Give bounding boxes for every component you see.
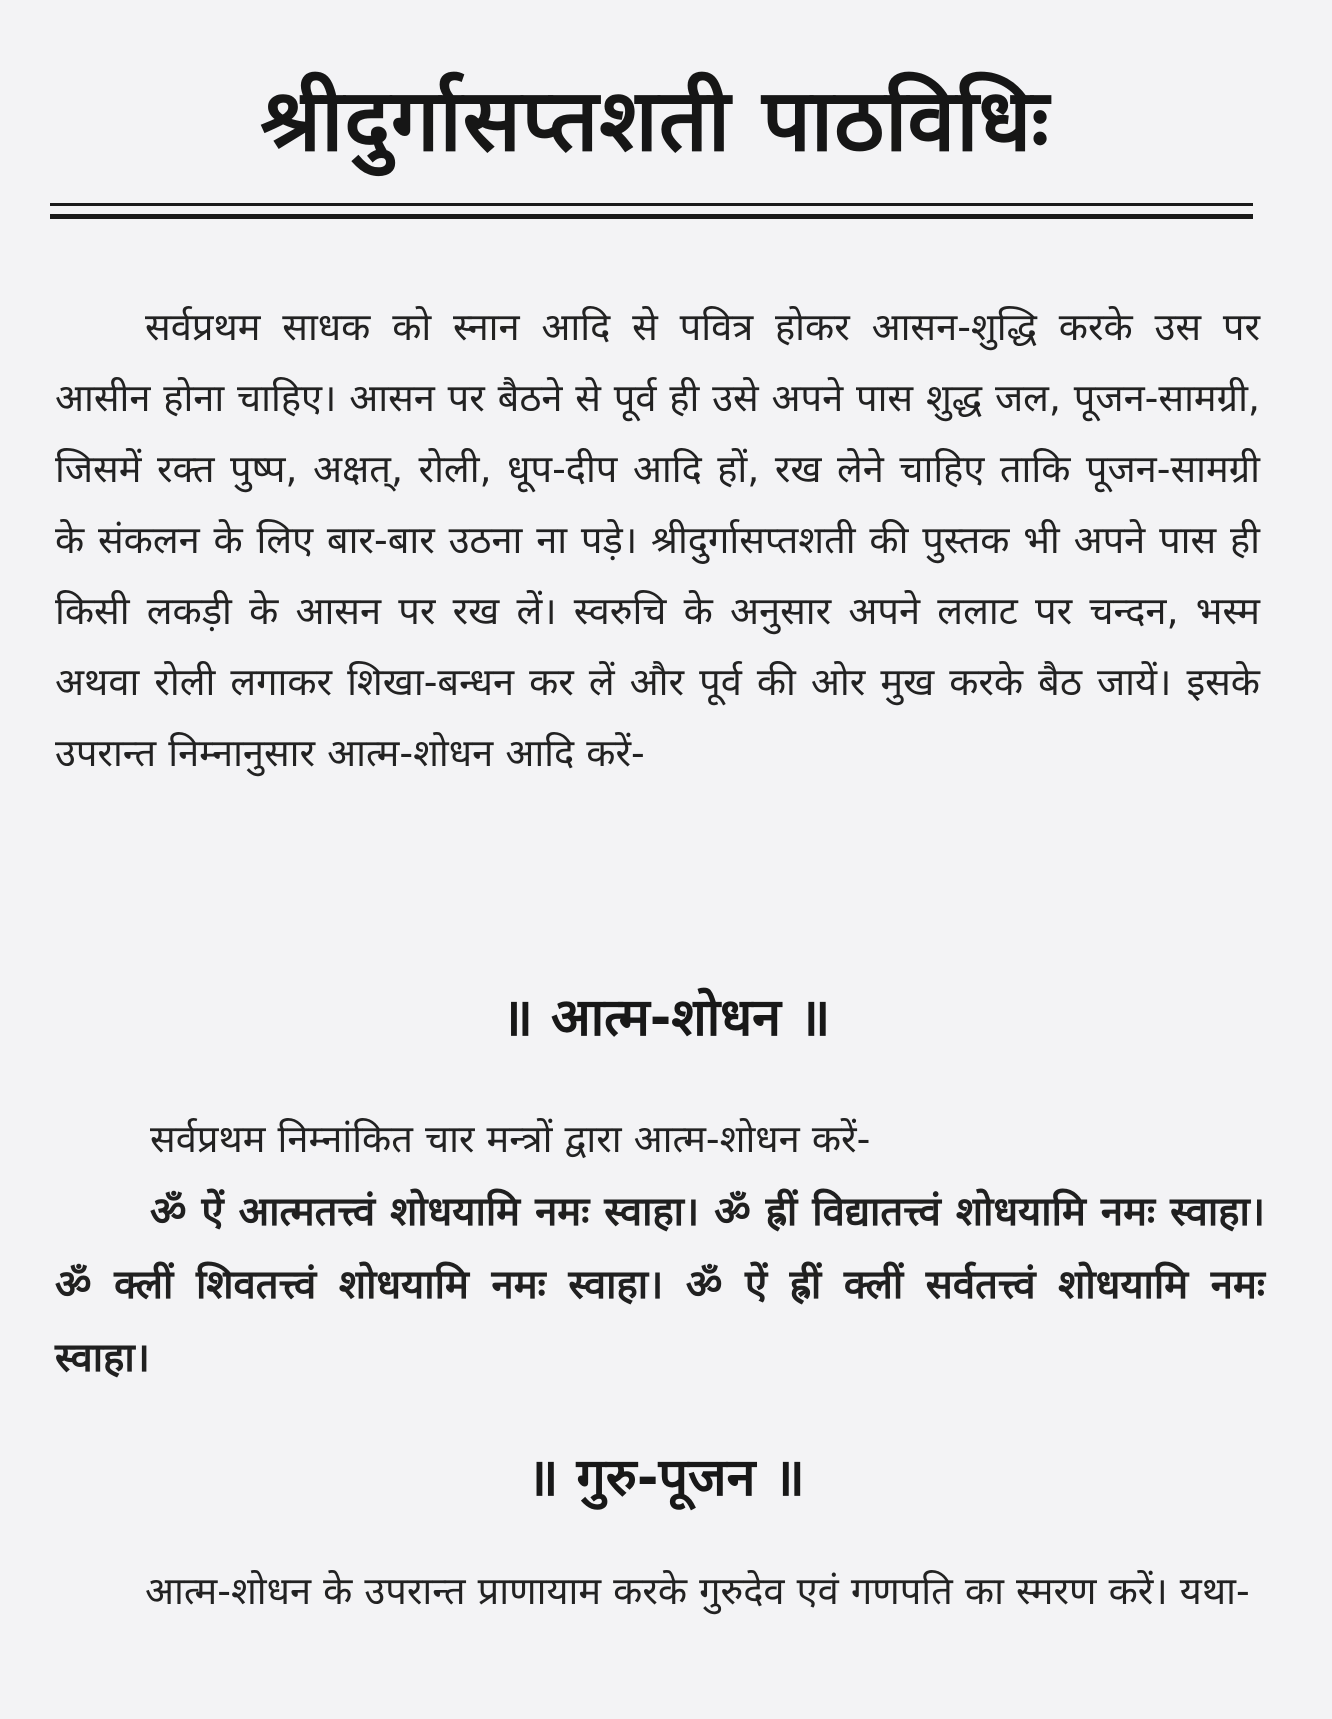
title-underline-thin [50,203,1253,206]
page-title: श्रीदुर्गासप्तशती पाठविधिः [260,71,1050,171]
atma-shodhan-mantra [55,1176,1265,1395]
intro-paragraph [55,292,1260,789]
section-heading-atma-shodhan: ॥ आत्म-शोधन ॥ [501,988,831,1048]
intro-paragraph-text: सर्वप्रथम साधक को स्नान आदि से पवित्र होकर आसन-शुद्धि करके उस पर आसीन होना चाहिए। आसन पर बैठने से पूर्व ही उसे अपने पास शुद्ध जल, पूजन-सामग्री, जिसमें रक्त पुष्प, अक्षत्, रोली, धूप-दीप आदि हों, रख लेने चाहिए ताकि पूजन-सामग्री के संकलन के लिए बार-बार उठना ना पड़े। श्रीदुर्गासप्तशती की पुस्तक भी अपने पास ही किसी लकड़ी के आसन पर रख लें। स्वरुचि के अनुसार अपने ललाट पर चन्दन, भस्म अथवा रोली लगाकर शिखा-बन्धन कर लें और पूर्व की ओर मुख करके बैठ जायें। इसके उपरान्त निम्नानुसार आत्म-शोधन आदि करें- [55,305,1260,775]
guru-pujan-text: आत्म-शोधन के उपरान्त प्राणायाम करके गुरुदेव एवं गणपति का स्मरण करें। यथा- [145,1569,1250,1613]
atma-shodhan-instruction: सर्वप्रथम निम्नांकित चार मन्त्रों द्वारा आत्म-शोधन करें- [150,1117,871,1161]
title-underline-thick [50,214,1253,219]
section-heading-guru-pujan: ॥ गुरु-पूजन ॥ [527,1448,805,1508]
mantra-text: ॐ ऐं आत्मतत्त्वं शोधयामि नमः स्वाहा। ॐ ह्रीं विद्यातत्त्वं शोधयामि नमः स्वाहा। ॐ क्लीं शिवतत्त्वं शोधयामि नमः स्वाहा। ॐ ऐं ह्रीं क्लीं सर्वतत्त्वं शोधयामि नमः स्वाहा। [55,1189,1265,1381]
guru-pujan-paragraph [55,1556,1260,1627]
